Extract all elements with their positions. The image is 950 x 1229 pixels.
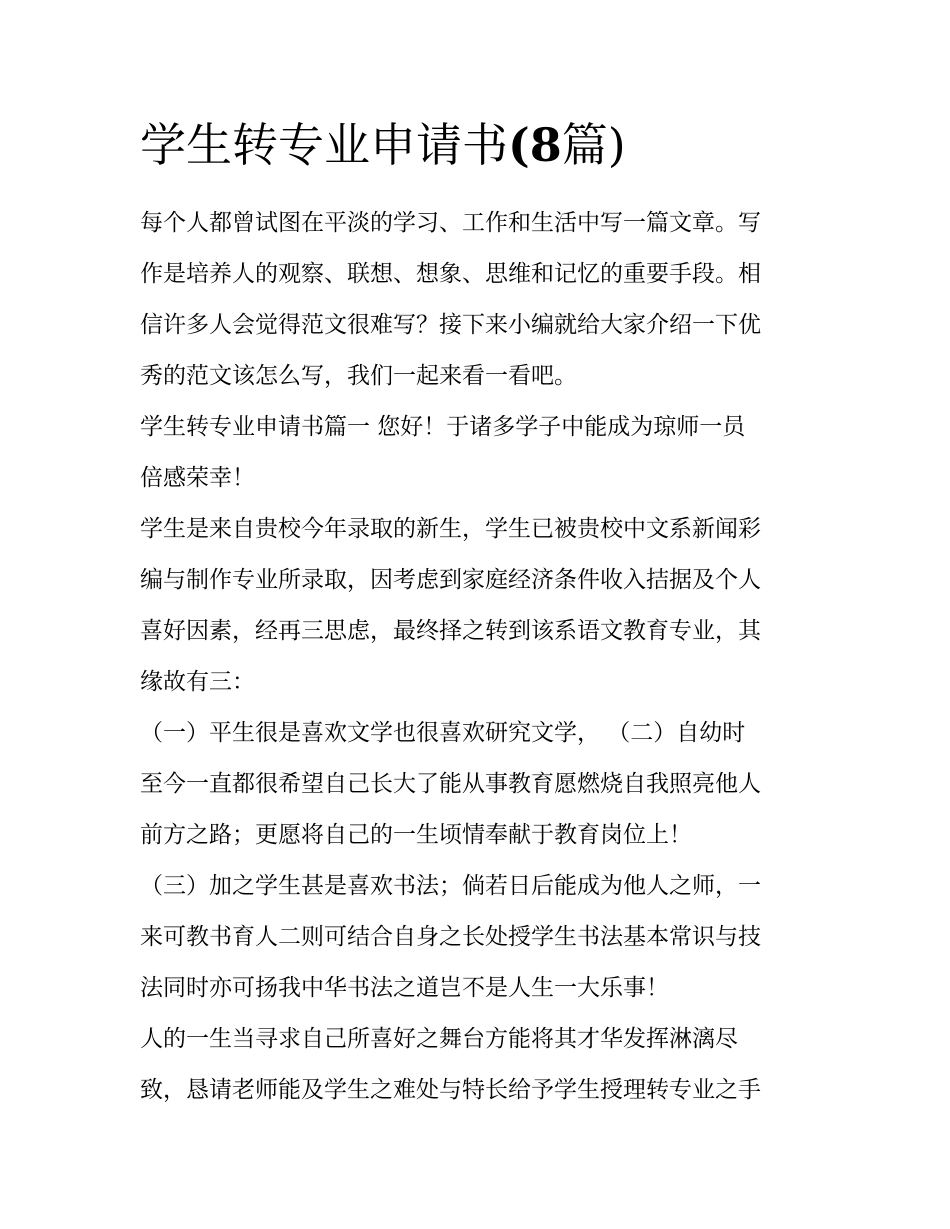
text-line: 致，恳请老师能及学生之难处与特长给予学生授理转专业之手 [140,1077,761,1103]
text-line: 来可教书育人二则可结合自身之长处授学生书法基本常识与技 [140,924,761,950]
document-body [140,198,830,1116]
text-line: 每个人都曾试图在平淡的学习、工作和生活中写一篇文章。写 [140,210,761,236]
text-line: 学生是来自贵校今年录取的新生，学生已被贵校中文系新闻彩 [140,516,761,542]
text-line: 法同时亦可扬我中华书法之道岂不是人生一大乐事！ [140,975,669,1001]
paragraph-intro [140,198,830,402]
text-line: 倍感荣幸！ [140,465,255,491]
text-line: 秀的范文该怎么写，我们一起来看一看吧。 [140,363,577,389]
title-prefix: 学生转专业申请书 [140,118,508,172]
document-title [140,112,840,178]
text-line: 学生转专业申请书篇一 您好！于诸多学子中能成为琼师一员 [140,414,746,440]
text-line: 前方之路；更愿将自己的一生顷情奉献于教育岗位上！ [140,822,692,848]
text-line: 作是培养人的观察、联想、想象、思维和记忆的重要手段。相 [140,261,761,287]
paragraph-request [140,1014,830,1116]
title-count: (8 [508,118,562,172]
title-suffix: 篇) [561,118,626,172]
text-line: 编与制作专业所录取，因考虑到家庭经济条件收入拮据及个人 [140,567,761,593]
text-line: 人的一生当寻求自己所喜好之舞台方能将其才华发挥淋漓尽 [140,1026,738,1052]
paragraph-greeting [140,402,830,504]
text-line: （一）平生很是喜欢文学也很喜欢研究文学， （二）自幼时 [140,720,746,746]
paragraph-reasons-one-two [140,708,830,861]
paragraph-background [140,504,830,708]
text-line: 信许多人会觉得范文很难写？接下来小编就给大家介绍一下优 [140,312,761,338]
text-line: 至今一直都很希望自己长大了能从事教育愿燃烧自我照亮他人 [140,771,761,797]
paragraph-reason-three [140,861,830,1014]
text-line: 缘故有三： [140,669,255,695]
text-line: （三）加之学生甚是喜欢书法；倘若日后能成为他人之师，一 [140,873,761,899]
text-line: 喜好因素，经再三思虑，最终择之转到该系语文教育专业，其 [140,618,761,644]
